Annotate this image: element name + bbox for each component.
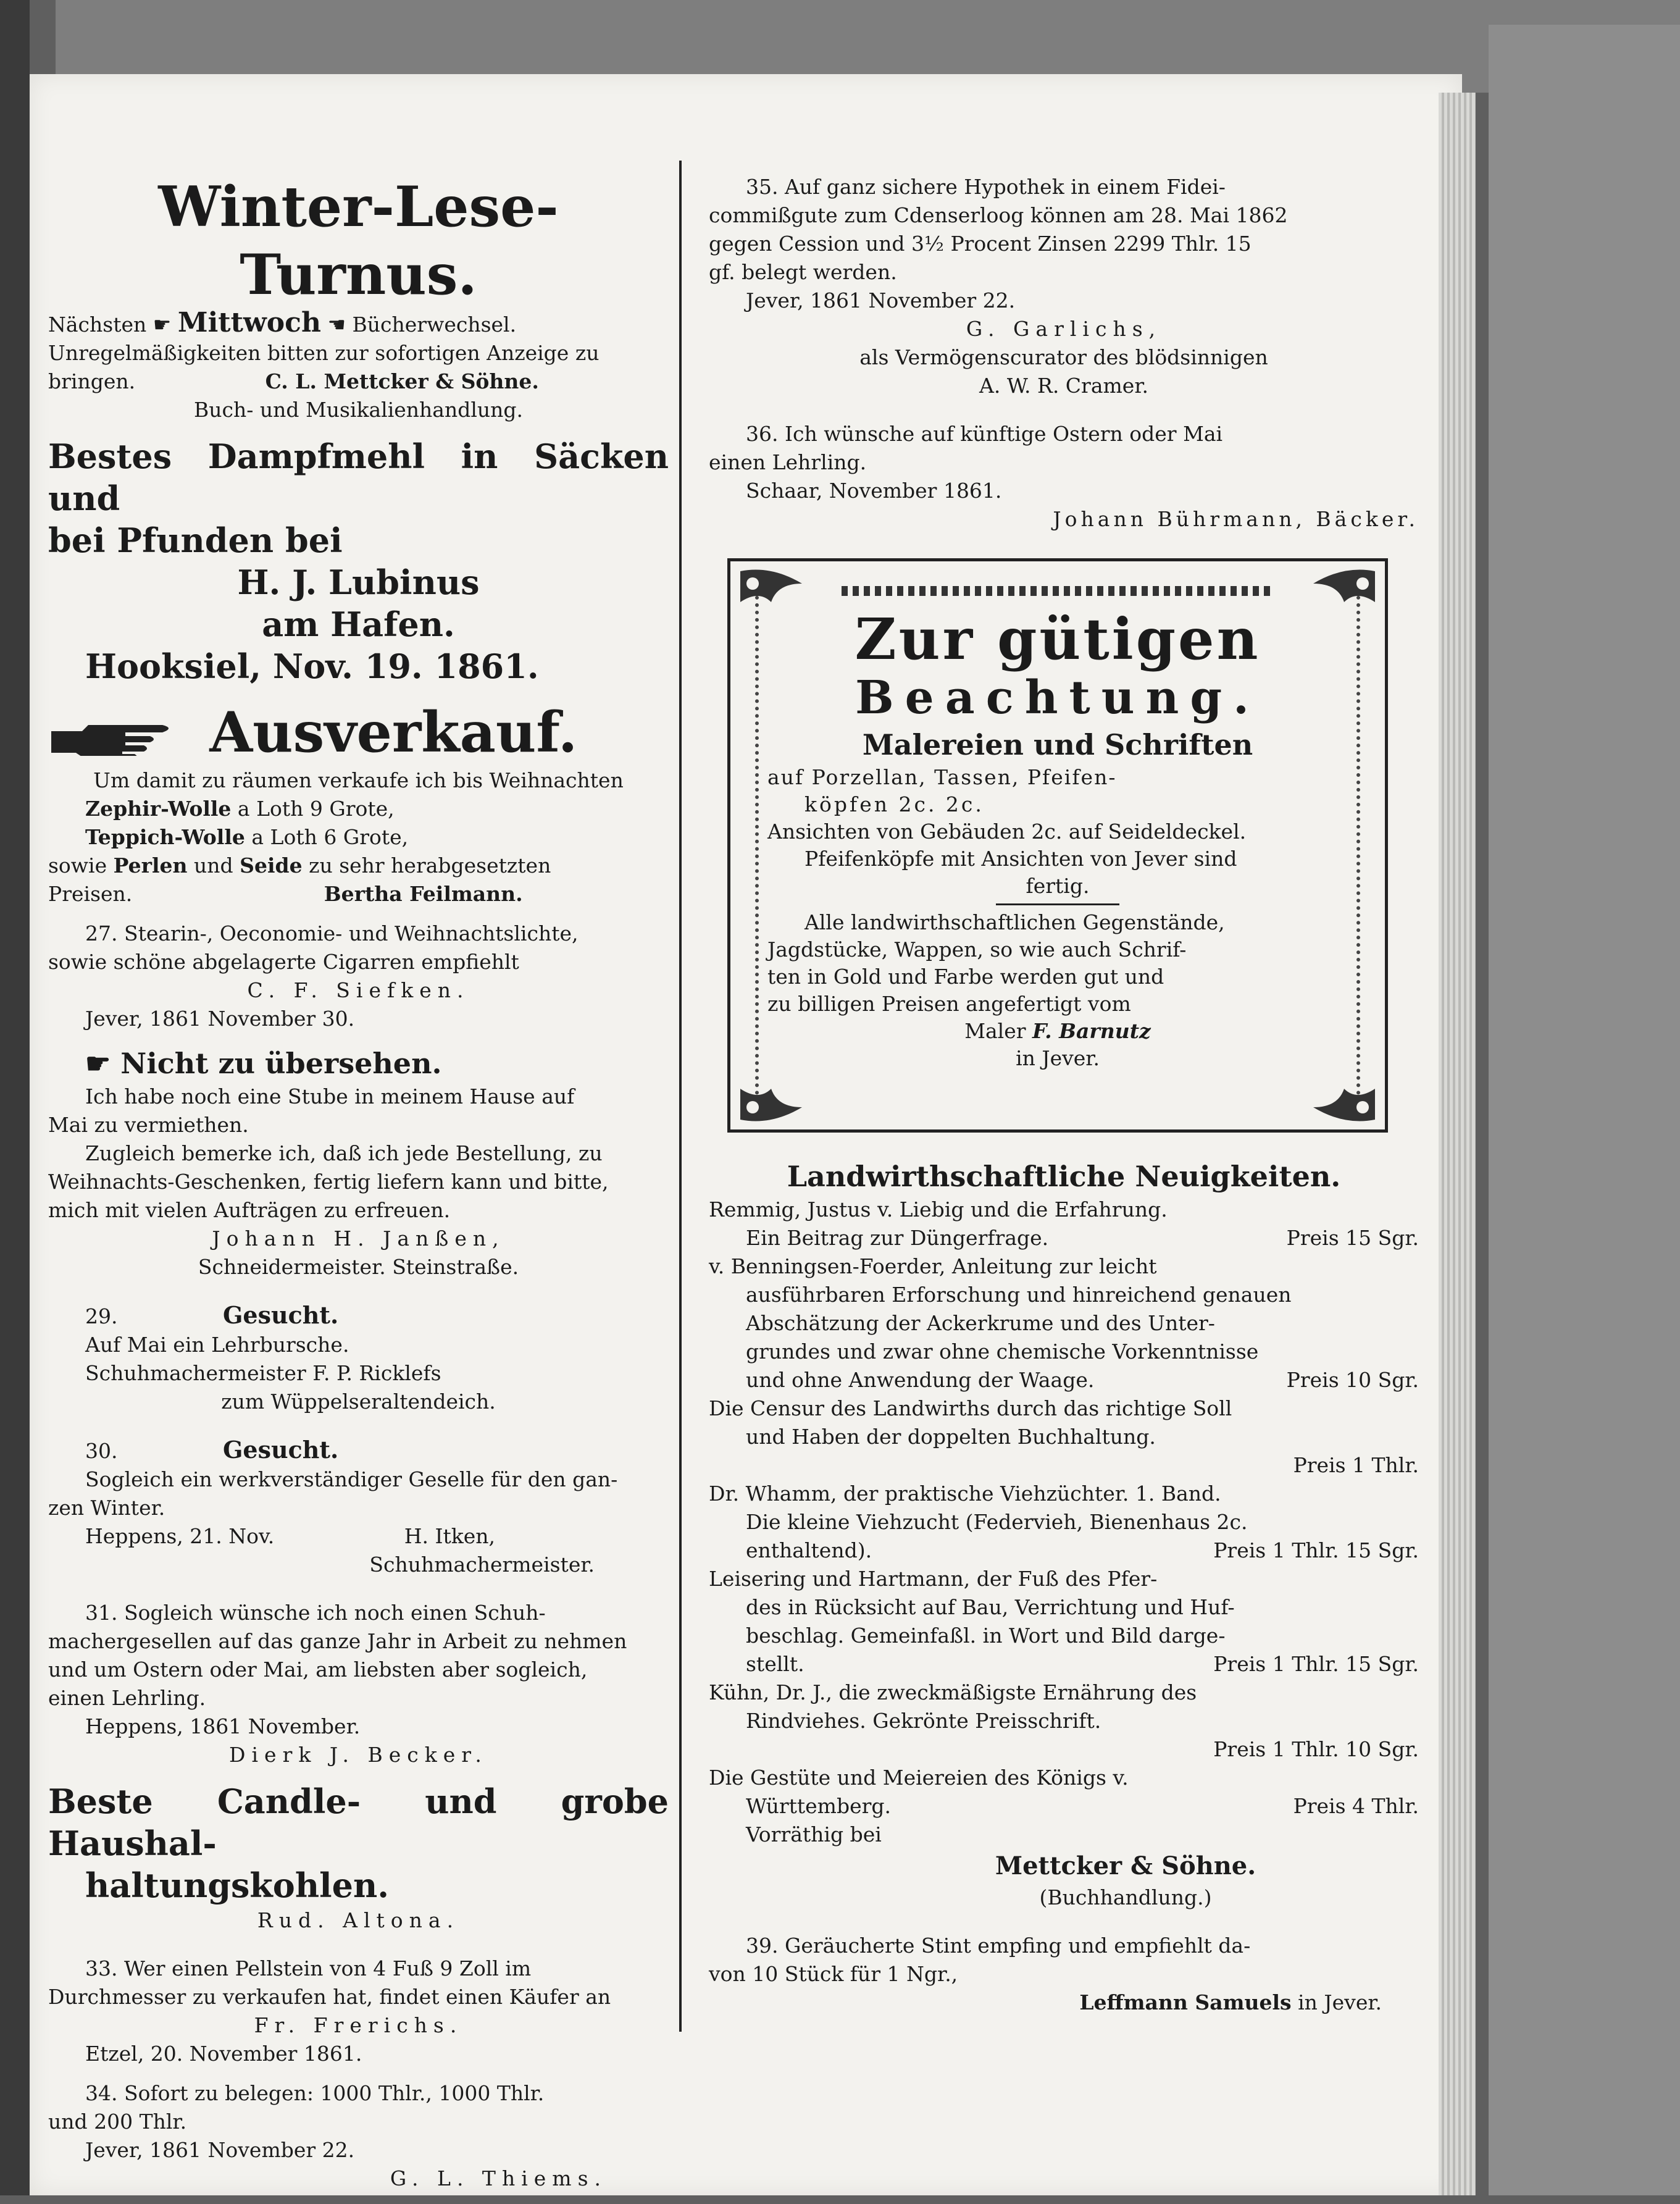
ad39-signer: Leffmann Samuels [1079,1990,1292,2014]
ausverkauf-zephir-price: a Loth 9 Grote, [237,797,395,821]
ad29-num: 29. [85,1304,118,1328]
ausverkauf-l2 [48,795,669,823]
ad-34 [48,2079,669,2193]
land-l7-price: Preis 10 Sgr. [1286,1368,1419,1392]
winter-bringen: bringen. [48,369,136,393]
ad31-l1: 31. Sogleich wünsche ich noch einen Schuh- [85,1601,546,1625]
ad36-signer: Johann Bührmann, Bäcker. [1053,507,1419,531]
ad29-head [48,1301,669,1331]
ad30-signer: H. Itken, [404,1524,496,1548]
ad30-title: Gesucht. [222,1436,339,1464]
ad35-date: Jever, 1861 November 22. [746,288,1016,312]
ad39-place: in Jever. [1298,1990,1382,2014]
ad34-l1: 34. Sofort zu belegen: 1000 Thlr., 1000 Thlr. [85,2081,545,2105]
land-l14: Leisering und Hartmann, der Fuß des Pfer- [709,1567,1158,1591]
land-l23: Vorräthig bei [746,1822,882,1846]
dampf-line1: Bestes Dampfmehl in Säcken und [48,437,669,518]
ad35-l1: 35. Auf ganz sichere Hypothek in einem Fidei- [746,175,1226,199]
land-l4: ausführbaren Erforschung und hinreichend genauen [746,1283,1292,1307]
nicht-l4: Weihnachts-Geschenken, fertig liefern kann und bitte, [48,1170,609,1194]
winter-line4: Buch- und Musikalienhandlung. [193,398,524,422]
ad35-signer: G. Garlichs, [966,317,1162,341]
ad30-date: Heppens, 21. Nov. [85,1524,275,1548]
ausverkauf-zephir: Zephir-Wolle [85,797,232,821]
ad30-head [48,1436,669,1465]
ad33-signer: Fr. Frerichs. [254,2013,463,2037]
dampf-name: H. J. Lubinus [237,563,480,602]
frame-signer: F. Barnutz [1032,1019,1151,1043]
ausverkauf-herabgesetzt: zu sehr herabgesetzten [309,853,551,878]
land-title: Landwirthschaftliche Neuigkeiten. [787,1160,1341,1193]
ausverkauf-sowie: sowie [48,853,107,878]
pointing-hand-icon: ☛ [85,1047,111,1080]
ad35-l7: als Vermögenscurator des blödsinnigen [859,345,1268,369]
nicht-l5: mich mit vielen Aufträgen zu erfreuen. [48,1198,451,1222]
ausverkauf-ad [48,698,669,908]
land-l22 [709,1792,1419,1821]
land-l6: grundes und zwar ohne chemische Vorkenntnisse [746,1339,1259,1364]
land-l13 [709,1536,1419,1565]
ad27-l1: 27. Stearin-, Oeconomie- und Weihnachtslichte, [85,921,579,945]
ad36-date: Schaar, November 1861. [746,479,1002,503]
ad34-signer: G. L. Thiems. [390,2166,607,2190]
ad29-l1: Auf Mai ein Lehrbursche. [85,1333,349,1357]
ad33-date: Etzel, 20. November 1861. [85,2042,362,2066]
ausverkauf-teppich: Teppich-Wolle [85,825,245,849]
frame-l2: köpfen 2c. 2c. [804,792,984,816]
book-cover-right [1489,25,1680,2195]
ausverkauf-title: Ausverkauf. [209,700,578,765]
candle-l2: haltungskohlen. [85,1866,390,1905]
land-l17-price: Preis 1 Thlr. 15 Sgr. [1213,1652,1419,1676]
nicht-profession: Schneidermeister. Steinstraße. [198,1255,519,1279]
ad39-l2: von 10 Stück für 1 Ngr., [709,1962,958,1986]
ausverkauf-perlen: Perlen [113,853,188,878]
ad34-date: Jever, 1861 November 22. [85,2138,355,2162]
ad35-l3: gegen Cession und 3½ Procent Zinsen 2299 Thlr. 15 [709,232,1252,256]
frame-body [767,764,1348,1072]
frame-l3: Ansichten von Gebäuden 2c. auf Seideldeckel. [767,819,1247,844]
frame-heading: Malereien und Schriften [862,728,1253,761]
frame-l4: Pfeifenköpfe mit Ansichten von Jever sind [804,847,1237,871]
frame-title-2: Beachtung. [855,671,1260,724]
land-l19: Rindviehes. Gekrönte Preisschrift. [746,1709,1101,1733]
winter-buecherwechsel: Bücherwechsel. [352,312,517,337]
left-column [48,173,669,2204]
ad35-l8: A. W. R. Cramer. [979,374,1148,398]
land-l22-text: Württemberg. [746,1794,891,1818]
ad-27 [48,920,669,1033]
land-seller: Mettcker & Söhne. [995,1851,1256,1880]
land-l11: Dr. Whamm, der praktische Viehzüchter. 1. Band. [709,1481,1221,1506]
frame-l6: Alle landwirthschaftlichen Gegenstände, [804,910,1225,934]
dampf-place: am Hafen. [262,605,455,644]
ad35-l4: gf. belegt werden. [709,260,897,284]
ausverkauf-seide: Seide [240,853,303,878]
ad29-l2: Schuhmachermeister F. P. Ricklefs [85,1361,441,1385]
land-l16: beschlag. Gemeinfaßl. in Wort und Bild darge- [746,1624,1226,1648]
frame-l1: auf Porzellan, Tassen, Pfeifen- [767,765,1117,789]
land-l13-text: enthaltend). [746,1538,872,1562]
candle-l1: Beste Candle- und grobe Haushal- [48,1782,669,1863]
dampf-date: Hooksiel, Nov. 19. 1861. [85,647,539,686]
pointing-hand-icon [48,719,190,756]
pointing-hand-icon: ☚ [327,312,346,337]
ad36-l2: einen Lehrling. [709,450,867,474]
land-l13-price: Preis 1 Thlr. 15 Sgr. [1213,1538,1419,1562]
newspaper-page [30,74,1462,2195]
frame-l10 [767,1018,1348,1045]
land-l17 [709,1650,1419,1678]
ausverkauf-l1: Um damit zu räumen verkaufe ich bis Weihnachten [93,768,624,792]
land-l8: Die Censur des Landwirths durch das richtige Soll [709,1396,1232,1420]
ad30-l1: Sogleich ein werkverständiger Geselle für den gan- [85,1467,618,1491]
land-l3: v. Benningsen-Foerder, Anleitung zur leicht [709,1254,1157,1278]
right-column [709,173,1419,2028]
land-l17-text: stellt. [746,1652,804,1676]
ausverkauf-l4 [48,852,669,880]
ad31-signer: Dierk J. Becker. [229,1743,488,1767]
ausverkauf-preisen: Preisen. [48,882,133,906]
frame-l8: ten in Gold und Farbe werden gut und [767,965,1164,989]
winter-firm: C. L. Mettcker & Söhne. [265,369,539,393]
ausverkauf-signer: Bertha Feilmann. [324,882,523,906]
nicht-l3: Zugleich bemerke ich, daß ich jede Bestellung, zu [85,1141,603,1165]
frame-l11: in Jever. [1016,1046,1100,1070]
land-l12: Die kleine Viehzucht (Federvieh, Bienenhaus 2c. [746,1510,1248,1534]
winter-mittwoch: Mittwoch [177,307,321,338]
ad39-l3 [709,1988,1419,2017]
candle-signer: Rud. Altona. [257,1908,460,1932]
frame-l5: fertig. [1026,874,1090,898]
land-seller-type: (Buchhandlung.) [1039,1885,1212,1909]
land-l18: Kühn, Dr. J., die zweckmäßigste Ernährung des [709,1680,1197,1704]
ad29-title: Gesucht. [222,1301,339,1329]
landwirthschaftliche-neuigkeiten-ad [709,1157,1419,1912]
scan-edge-left [0,0,30,2195]
nicht-zu-uebersehen-ad [48,1044,669,1281]
ornament-rule [842,586,1274,596]
ad36-l1: 36. Ich wünsche auf künftige Ostern oder Mai [746,422,1223,446]
frame-l9: zu billigen Preisen angefertigt vom [767,992,1131,1016]
page-stack-edges [1439,93,1476,2195]
winter-naechsten: Nächsten [48,312,147,337]
dampfmehl-ad [48,435,669,687]
ausverkauf-teppich-price: a Loth 6 Grote, [251,825,409,849]
ad-33 [48,1955,669,2068]
ad29-l3: zum Wüppelseraltendeich. [221,1389,496,1414]
ad31-l2: machergesellen auf das ganze Jahr in Arbeit zu nehmen [48,1629,627,1653]
ad33-l1: 33. Wer einen Pellstein von 4 Fuß 9 Zoll im [85,1956,532,1980]
ausverkauf-und: und [193,853,233,878]
ausverkauf-title-line [48,698,669,766]
ad-29 [48,1301,669,1416]
frame-divider [996,903,1119,905]
nicht-l1: Ich habe noch eine Stube in meinem Hause auf [85,1084,575,1108]
ad-36 [709,420,1419,534]
decorative-frame-ad [727,558,1388,1133]
pointing-hand-icon: ☛ [153,312,172,337]
land-l2-price: Preis 15 Sgr. [1286,1226,1419,1250]
nicht-signer: Johann H. Janßen, [212,1226,505,1251]
column-divider [679,161,682,2032]
ad30-l3 [48,1522,669,1551]
land-l7 [709,1366,1419,1394]
land-l9: und Haben der doppelten Buchhaltung. [746,1425,1156,1449]
nicht-l2: Mai zu vermiethen. [48,1113,249,1137]
ad27-l2: sowie schöne abgelagerte Cigarren empfiehlt [48,950,519,974]
ad34-l2: und 200 Thlr. [48,2110,187,2134]
winter-line3 [48,367,669,396]
winter-line1 [48,309,669,339]
land-l5: Abschätzung der Ackerkrume und des Unter- [746,1311,1215,1335]
nicht-title: Nicht zu übersehen. [120,1047,442,1080]
ad27-signer: C. F. Siefken. [247,978,470,1002]
frame-title-1: Zur gütigen [855,606,1261,673]
land-l20: Preis 1 Thlr. 10 Sgr. [1213,1737,1419,1761]
land-l2-text: Ein Beitrag zur Düngerfrage. [746,1226,1049,1250]
ad-39 [709,1932,1419,2017]
frame-maler: Maler [964,1019,1026,1043]
land-l21: Die Gestüte und Meiereien des Königs v. [709,1766,1129,1790]
land-l2 [709,1224,1419,1252]
ad30-profession: Schuhmachermeister. [369,1552,595,1577]
winter-lese-turnus-ad [48,173,669,424]
land-l15: des in Rücksicht auf Bau, Verrichtung und Huf- [746,1595,1235,1619]
land-l7-text: und ohne Anwendung der Waage. [746,1368,1095,1392]
winter-title: Winter-Lese-Turnus. [158,174,559,308]
ad30-l2: zen Winter. [48,1496,165,1520]
dampf-line2: bei Pfunden bei [48,521,343,560]
ad39-l1: 39. Geräucherte Stint empfing und empfiehlt da- [746,1934,1251,1958]
ausverkauf-l3 [48,823,669,852]
land-l1: Remmig, Justus v. Liebig und die Erfahrung. [709,1197,1168,1221]
ad33-l2: Durchmesser zu verkaufen hat, findet einen Käufer an [48,1985,611,2009]
ad31-l4: einen Lehrling. [48,1686,206,1710]
ad-35 [709,173,1419,400]
frame-content [767,586,1348,1072]
frame-l7: Jagdstücke, Wappen, so wie auch Schrif- [767,937,1187,962]
ausverkauf-l5 [48,880,669,908]
ad27-date: Jever, 1861 November 30. [85,1007,355,1031]
ad-30 [48,1436,669,1579]
winter-line2: Unregelmäßigkeiten bitten zur sofortigen Anzeige zu [48,341,600,365]
ad30-num: 30. [85,1439,118,1463]
ad31-date: Heppens, 1861 November. [85,1714,361,1738]
ad35-l2: commißgute zum Cdenserloog können am 28. Mai 1862 [709,203,1288,227]
candle-ad [48,1780,669,1935]
land-l22-price: Preis 4 Thlr. [1293,1794,1419,1818]
land-l10: Preis 1 Thlr. [1293,1453,1419,1477]
nicht-title-line [48,1044,669,1083]
ad31-l3: und um Ostern oder Mai, am liebsten aber sogleich, [48,1657,588,1682]
ad-31 [48,1599,669,1769]
